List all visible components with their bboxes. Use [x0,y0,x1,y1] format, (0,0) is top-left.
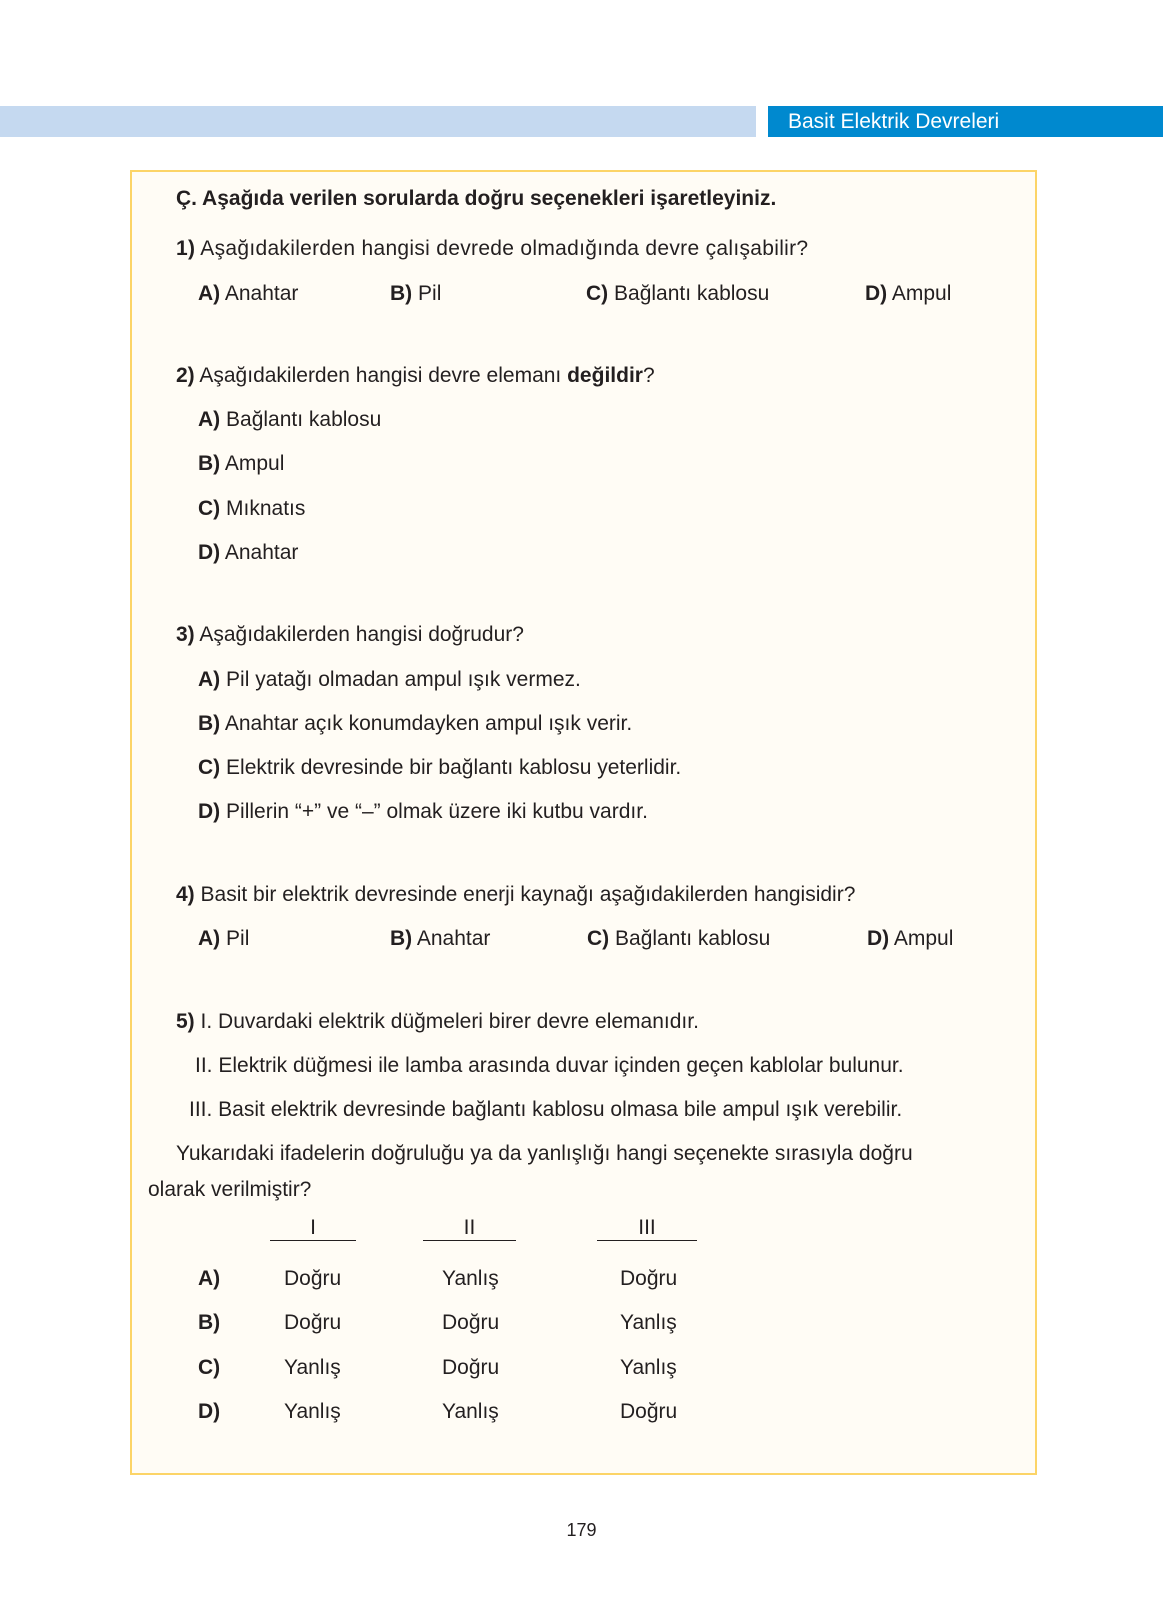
option[interactable] [865,282,951,306]
option-letter: D) [198,1400,221,1423]
cell: Yanlış [284,1400,341,1423]
option-text: Ampul [893,927,954,950]
option-text: Pil [226,927,250,950]
option-text: Bağlantı kablosu [614,282,770,305]
cell: Doğru [284,1267,342,1290]
statement-1: I. Duvardaki elektrik düğmeleri birer devre elemanıdır. [200,1010,699,1033]
table-header-III: III [597,1216,697,1241]
option-text: Anahtar [224,282,299,305]
question-1 [176,237,808,261]
question-number: 2) [176,364,195,387]
cell: Doğru [620,1267,678,1290]
option[interactable] [198,756,681,780]
option[interactable] [198,668,581,692]
question-text: Aşağıdakilerden hangisi devrede olmadığında devre çalışabilir? [200,237,809,260]
option-letter: A) [198,1267,221,1290]
option-letter: D) [867,927,890,950]
option-text: Anahtar [224,541,299,564]
option-text: Pil [418,282,442,305]
option-letter: A) [198,668,221,691]
option-text: Bağlantı kablosu [226,408,382,431]
cell: Yanlış [284,1356,341,1379]
option-letter: D) [198,541,221,564]
option[interactable] [867,927,953,951]
option-letter: B) [390,927,413,950]
option-letter: A) [198,927,221,950]
option-text: Pil yatağı olmadan ampul ışık vermez. [226,668,581,691]
table-header-I: I [270,1216,356,1241]
question-5 [176,1010,699,1034]
cell: Yanlış [442,1400,499,1423]
cell: Doğru [442,1311,500,1334]
option-letter: B) [198,712,221,735]
question-3 [176,623,524,647]
page-number: 179 [566,1520,597,1540]
cell: Doğru [442,1356,500,1379]
option-letter: D) [865,282,888,305]
option-letter: B) [198,452,221,475]
statement-3: III. Basit elektrik devresinde bağlantı kablosu olmasa bile ampul ışık verebilir. [189,1098,903,1121]
option-letter: C) [586,282,609,305]
option-letter: B) [198,1311,221,1334]
chapter-title: Basit Elektrik Devreleri [768,106,1163,137]
option-letter: C) [198,497,221,520]
question-2 [176,364,655,388]
prompt-line-1: Yukarıdaki ifadelerin doğruluğu ya da yanlışlığı hangi seçenekte sırasıyla doğru [176,1142,913,1165]
section-heading: Ç. Aşağıda verilen sorularda doğru seçenekleri işaretleyiniz. [176,187,777,210]
cell: Yanlış [620,1356,677,1379]
option[interactable] [587,927,770,951]
question-number: 1) [176,237,196,260]
option[interactable] [198,541,298,565]
cell: Doğru [284,1311,342,1334]
option-letter: B) [390,282,413,305]
option-letter: C) [587,927,610,950]
option[interactable] [390,282,441,306]
question-4 [176,883,855,907]
option[interactable] [198,408,381,432]
option-text: Elektrik devresinde bir bağlantı kablosu yeterlidir. [226,756,682,779]
option[interactable] [198,497,305,521]
option[interactable] [198,282,298,306]
option[interactable] [198,712,632,736]
option[interactable] [198,927,249,951]
cell: Yanlış [442,1267,499,1290]
cell: Doğru [620,1400,678,1423]
question-text: Aşağıdakilerden hangisi devre elemanı [199,364,568,387]
table-header-II: II [423,1216,516,1241]
question-text: Aşağıdakilerden hangisi doğrudur? [199,623,524,646]
question-text-end: ? [642,364,655,387]
header-band [0,106,756,137]
cell: Yanlış [620,1311,677,1334]
option-letter: D) [198,800,221,823]
option[interactable] [198,800,648,824]
option-letter: C) [198,1356,221,1379]
option[interactable] [390,927,490,951]
option[interactable] [586,282,769,306]
question-emphasis: değildir [567,364,643,387]
option-text: Ampul [224,452,285,475]
option-text: Pillerin “+” ve “–” olmak üzere iki kutbu vardır. [226,800,648,823]
question-number: 5) [176,1010,195,1033]
statement-2: II. Elektrik düğmesi ile lamba arasında duvar içinden geçen kablolar bulunur. [195,1054,904,1077]
option-text: Mıknatıs [226,497,306,520]
option-letter: A) [198,282,221,305]
question-number: 3) [176,623,195,646]
option-letter: A) [198,408,221,431]
option-text: Ampul [891,282,952,305]
option[interactable] [198,452,284,476]
option-letter: C) [198,756,221,779]
question-text: Basit bir elektrik devresinde enerji kaynağı aşağıdakilerden hangisidir? [200,883,856,906]
option-text: Bağlantı kablosu [615,927,771,950]
prompt-line-2: olarak verilmiştir? [148,1178,312,1201]
option-text: Anahtar açık konumdayken ampul ışık verir. [224,712,633,735]
option-text: Anahtar [416,927,491,950]
question-number: 4) [176,883,195,906]
